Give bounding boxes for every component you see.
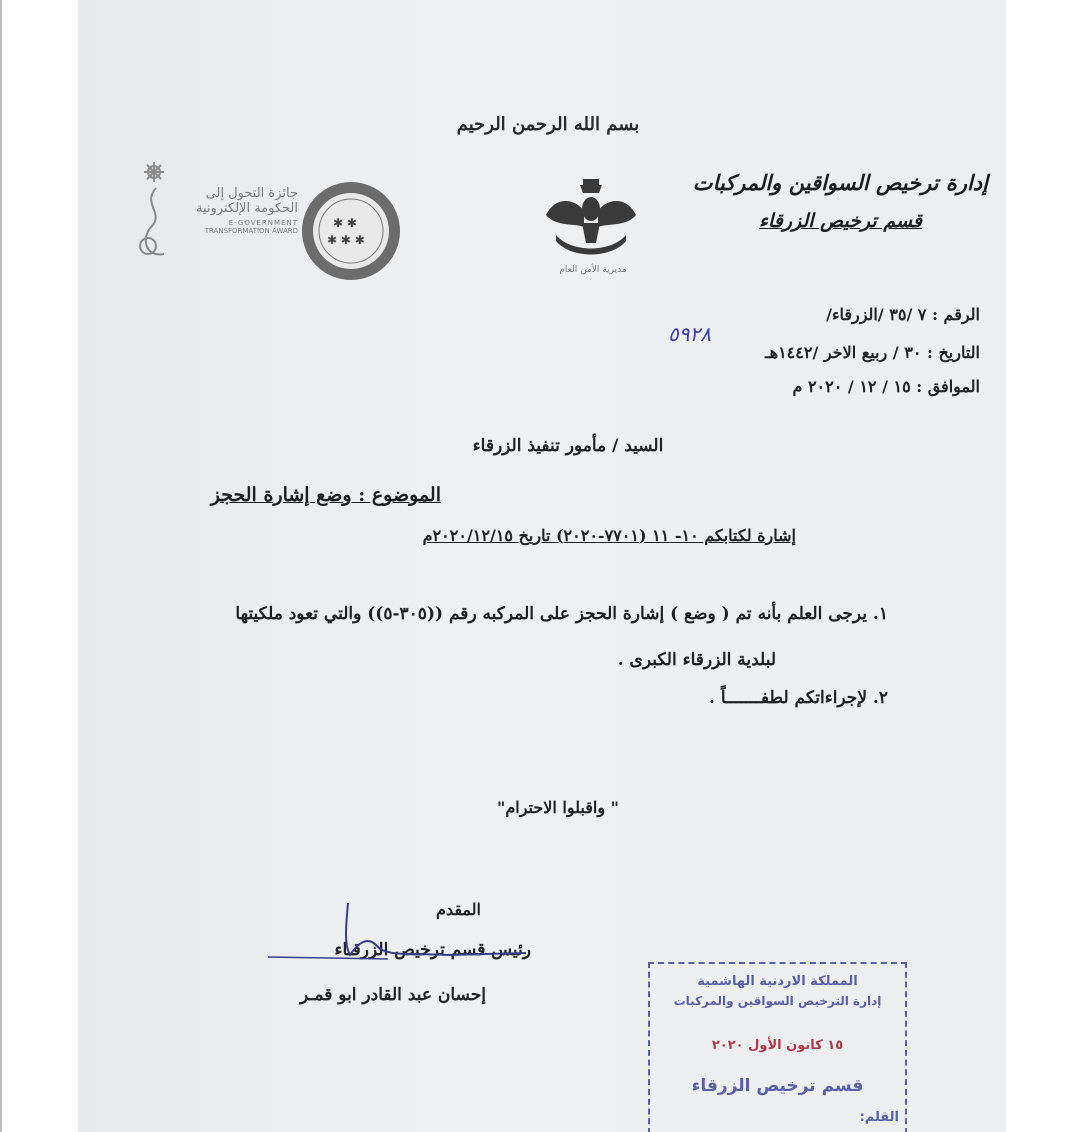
reference: إشارة لكتابكم ١٠- ١١ (٧٧٠١-٢٠٢٠) تاريخ ٢٠٢٠/١٢/١٥م (422, 526, 796, 545)
handwritten-number: ٥٩٢٨ (668, 322, 711, 346)
corresponding-row (792, 377, 980, 396)
point-2: ٢. لإجراءاتكم لطفـــــــاً . (709, 688, 888, 708)
addressee: السيد / مأمور تنفيذ الزرقاء (472, 436, 664, 456)
number-row (826, 305, 980, 324)
corresponding-value: ١٥ / ١٢ / ٢٠٢٠ م (792, 377, 911, 396)
date-row (765, 343, 980, 362)
number-label: الرقم : (932, 305, 980, 324)
signer-name: إحسان عبد القادر ابو قمـر (300, 985, 486, 1005)
dept-title: قسم ترخيص الزرقاء (759, 210, 922, 232)
stamp-line-1: المملكة الاردنية الهاشمية (697, 974, 858, 989)
left-margin (0, 0, 78, 1132)
svg-text:✱ ✱: ✱ ✱ (333, 216, 357, 230)
subject: الموضوع : وضع إشارة الحجز (210, 484, 441, 506)
org-title: إدارة ترخيص السواقين والمركبات (692, 170, 988, 195)
stamp-date: ١٥ كانون الأول ٢٠٢٠ (711, 1038, 844, 1053)
award-ar-line1: جائزة التحول إلى (205, 186, 298, 201)
number-value: ٧ /٣٥ /الزرقاء/ (826, 305, 927, 324)
award-ar-line2: الحكومة الإلكترونية (196, 201, 298, 216)
award-en-line1: E-GOVERNMENT (228, 219, 298, 227)
stamp-dept: قسم ترخيص الزرقاء (691, 1076, 864, 1096)
point-1-line-1: ١. يرجى العلم بأنه تم ( وضع ) إشارة الحجز على المركبه رقم ((٣٠٥-٥)) والتي تعود ملكيتها (235, 604, 888, 624)
document-page (78, 0, 1006, 1132)
stamp-line-2: إدارة الترخيص السواقين والمركبات (673, 994, 882, 1008)
jordan-security-emblem (536, 175, 646, 267)
closing: " واقبلوا الاحترام" (497, 798, 619, 817)
date-label: التاريخ : (926, 343, 980, 362)
svg-text:✱ ✱ ✱: ✱ ✱ ✱ (327, 233, 365, 247)
corresponding-label: الموافق : (916, 377, 980, 396)
basmala: بسم الله الرحمن الرحيم (456, 114, 640, 135)
egov-award-logo (134, 158, 184, 268)
award-seal (300, 180, 402, 282)
award-en-line2: TRANSFORMATION AWARD (204, 227, 298, 235)
presenter-rank: المقدم (436, 900, 481, 919)
award-caption (178, 186, 298, 235)
date-value: ٣٠ / ربيع الاخر /١٤٤٢هـ (764, 343, 922, 362)
point-1-line-2: لبلدية الزرقاء الكبرى . (617, 650, 776, 670)
stamp-pen: القلم: (859, 1110, 899, 1125)
signer-title: رئيس قسم ترخيص الزرقـاء (334, 940, 531, 960)
official-stamp (648, 962, 907, 1132)
emblem-caption: مديرية الأمن العام (559, 265, 627, 275)
handwritten-signature (268, 895, 528, 975)
